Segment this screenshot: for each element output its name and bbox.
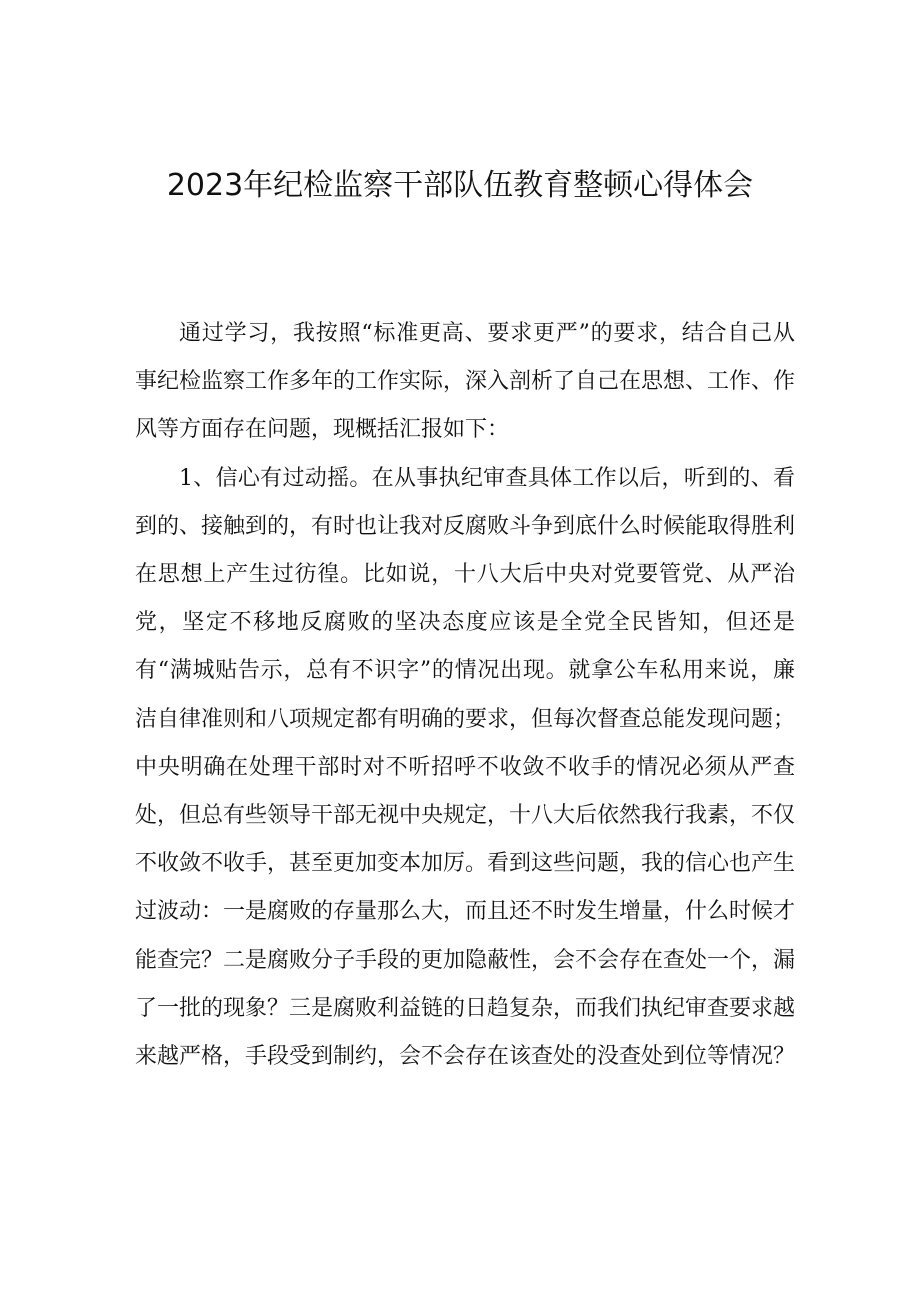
paragraph-point-1: 1、信心有过动摇。在从事执纪审查具体工作以后，听到的、看到的、接触到的，有时也让我对反腐败斗争到底什么时候能取得胜利在思想上产生过彷徨。比如说，十八大后中央对党要管党、从严治党，坚定不移地反腐败的坚决态度应该是全党全民皆知，但还是有“满城贴告示，总有不识字”的情况出现。就拿公车私用来说，廉洁自律准则和八项规定都有明确的要求，但每次督查总能发现问题；中央明确在处理干部时对不听招呼不收敛不收手的情况必须从严查处，但总有些领导干部无视中央规定，十八大后依然我行我素，不仅不收敛不收手，甚至更加变本加厉。看到这些问题，我的信心也产生过波动：一是腐败的存量那么大，而且还不时发生增量，什么时候才能查完？二是腐败分子手段的更加隐蔽性，会不会存在查处一个，漏了一批的现象？三是腐败利益链的日趋复杂，而我们执纪审查要求越来越严格，手段受到制约，会不会存在该查处的没查处到位等情况？ — [135, 465, 796, 1070]
paragraph-intro: 通过学习，我按照“标准更高、要求更严”的要求，结合自己从事纪检监察工作多年的工作实际，深入剖析了自己在思想、工作、作风等方面存在问题，现概括汇报如下： — [135, 321, 796, 443]
document-body — [135, 310, 795, 1081]
document-title: 2023年纪检监察干部队伍教育整顿心得体会 — [166, 168, 754, 203]
